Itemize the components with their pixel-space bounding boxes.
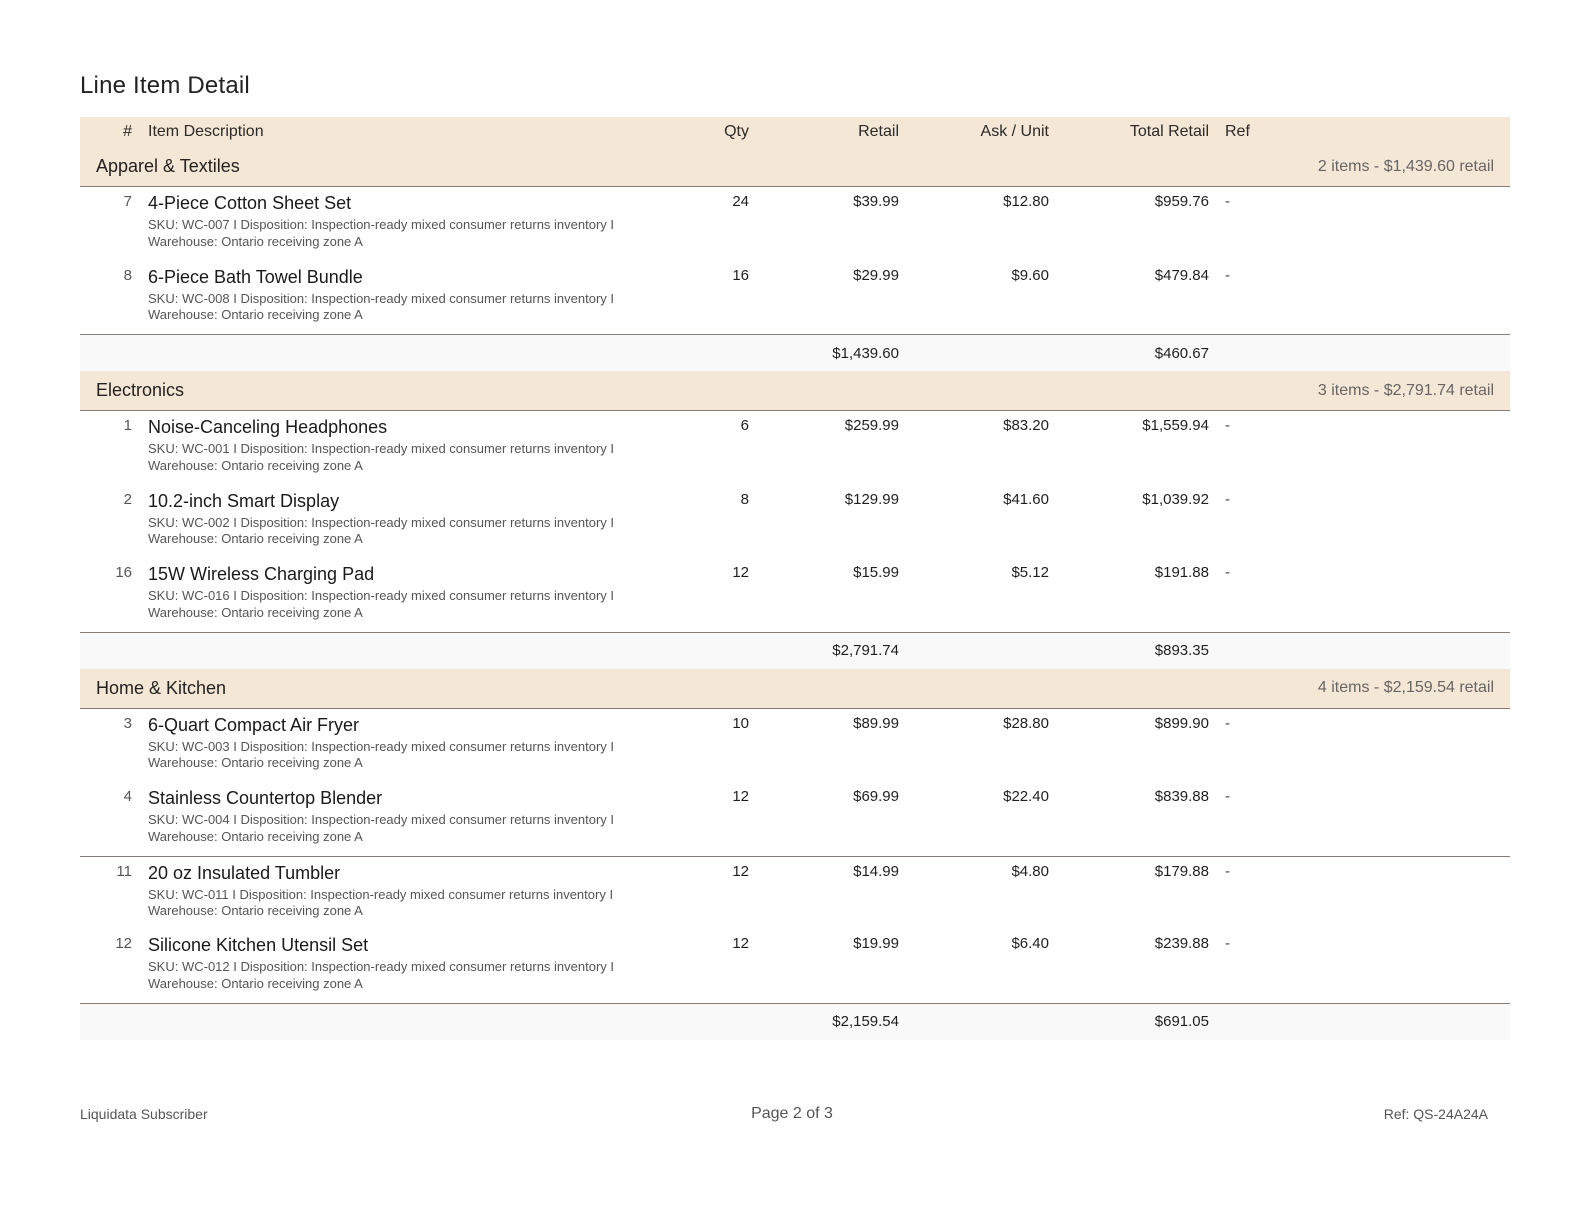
- item-description: [132, 787, 647, 845]
- item-number: 8: [123, 266, 132, 284]
- item-number: 11: [116, 862, 132, 880]
- footer-page-number: Page 2 of 3: [751, 1105, 833, 1122]
- item-ref: -: [1225, 193, 1230, 210]
- item-description: [132, 714, 647, 772]
- column-header-number: #: [123, 123, 132, 140]
- group-header: [80, 371, 1510, 411]
- item-meta: [148, 441, 647, 474]
- item-meta-line: SKU: WC-002 I Disposition: Inspection-ready mixed consumer returns inventory I: [148, 514, 615, 530]
- item-total: $959.76: [1154, 193, 1209, 210]
- column-header-retail: Retail: [858, 123, 899, 140]
- item-ref: -: [1225, 862, 1230, 880]
- group-name: Home & Kitchen: [96, 677, 227, 698]
- item-ref: -: [1225, 564, 1230, 581]
- item-ref: -: [1225, 788, 1230, 805]
- item-meta-line: SKU: WC-011 I Disposition: Inspection-ready mixed consumer returns inventory I: [148, 886, 614, 902]
- item-qty: 12: [732, 862, 749, 880]
- item-name: 20 oz Insulated Tumbler: [148, 862, 341, 883]
- item-retail: $39.99: [853, 193, 899, 210]
- item-ask: $83.20: [1003, 417, 1049, 434]
- item-meta-line: Warehouse: Ontario receiving zone A: [148, 975, 363, 991]
- line-item-table: [80, 117, 1510, 1040]
- subtotal-total: $460.67: [1154, 344, 1209, 362]
- item-ask: $41.60: [1003, 490, 1049, 508]
- item-retail: $259.99: [844, 417, 899, 434]
- item-meta: [148, 887, 647, 920]
- item-meta-line: SKU: WC-003 I Disposition: Inspection-ready mixed consumer returns inventory I: [148, 738, 615, 754]
- item-qty: 16: [732, 266, 749, 284]
- subtotal-total: $893.35: [1154, 642, 1209, 659]
- item-name: Stainless Countertop Blender: [148, 788, 383, 808]
- item-meta-line: Warehouse: Ontario receiving zone A: [148, 233, 363, 249]
- item-meta-line: SKU: WC-001 I Disposition: Inspection-ready mixed consumer returns inventory I: [148, 441, 615, 456]
- item-meta-line: SKU: WC-016 I Disposition: Inspection-ready mixed consumer returns inventory I: [148, 588, 615, 603]
- table-row: [80, 929, 1510, 1003]
- item-total: $479.84: [1154, 266, 1209, 284]
- item-meta-line: Warehouse: Ontario receiving zone A: [148, 531, 363, 546]
- item-qty: 8: [740, 490, 749, 508]
- item-description: [132, 192, 647, 250]
- table-row: [80, 558, 1510, 632]
- item-description: [132, 934, 647, 992]
- item-name: Noise-Canceling Headphones: [148, 417, 388, 437]
- item-ask: $9.60: [1011, 266, 1049, 284]
- item-meta-line: SKU: WC-008 I Disposition: Inspection-ready mixed consumer returns inventory I: [148, 290, 615, 306]
- item-name: 4-Piece Cotton Sheet Set: [148, 193, 352, 213]
- item-total: $899.90: [1154, 714, 1209, 732]
- item-retail: $14.99: [853, 862, 899, 880]
- item-retail: $29.99: [853, 266, 899, 284]
- item-total: $1,039.92: [1142, 490, 1209, 508]
- table-row: [80, 782, 1510, 856]
- item-qty: 10: [732, 714, 749, 732]
- group-summary: 2 items - $1,439.60 retail: [1317, 157, 1494, 175]
- subtotal-retail: $2,159.54: [832, 1013, 899, 1030]
- item-total: $179.88: [1154, 862, 1209, 880]
- subtotal-row: [80, 334, 1510, 371]
- subtotal-row: [80, 1003, 1510, 1040]
- page-title: Line Item Detail: [80, 72, 250, 99]
- item-ask: $4.80: [1011, 862, 1049, 880]
- group-summary: 4 items - $2,159.54 retail: [1317, 679, 1494, 696]
- table-header: [80, 117, 1510, 147]
- item-ref: -: [1225, 714, 1230, 732]
- group-summary: 3 items - $2,791.74 retail: [1317, 381, 1494, 399]
- item-retail: $15.99: [853, 564, 899, 581]
- item-description: [132, 490, 647, 548]
- item-name: 6-Quart Compact Air Fryer: [148, 714, 360, 735]
- item-meta-line: Warehouse: Ontario receiving zone A: [148, 604, 363, 620]
- table-row: [80, 485, 1510, 559]
- item-total: $839.88: [1154, 788, 1209, 805]
- item-meta: [148, 812, 647, 845]
- item-description: [132, 266, 647, 324]
- item-qty: 12: [732, 788, 749, 805]
- subtotal-total: $691.05: [1154, 1013, 1209, 1030]
- table-row: [80, 856, 1510, 930]
- group-header: [80, 147, 1510, 187]
- item-name: 15W Wireless Charging Pad: [148, 564, 375, 584]
- item-number: 4: [123, 788, 132, 805]
- item-meta-line: SKU: WC-012 I Disposition: Inspection-ready mixed consumer returns inventory I: [148, 959, 615, 974]
- item-number: 16: [115, 564, 132, 581]
- item-ask: $22.40: [1003, 788, 1049, 805]
- item-retail: $129.99: [844, 490, 899, 508]
- item-name: Silicone Kitchen Utensil Set: [148, 935, 369, 955]
- item-meta: [148, 515, 647, 548]
- item-ref: -: [1225, 266, 1230, 284]
- column-header-ask: Ask / Unit: [980, 123, 1049, 140]
- group-name: Electronics: [96, 380, 185, 400]
- item-meta: [148, 739, 647, 772]
- item-description: [132, 416, 647, 474]
- table-row: [80, 411, 1510, 485]
- item-number: 1: [123, 417, 132, 434]
- footer-reference: Ref: QS-24A24A: [1383, 1106, 1488, 1122]
- item-qty: 6: [740, 417, 749, 434]
- item-meta-line: Warehouse: Ontario receiving zone A: [148, 457, 363, 473]
- item-retail: $19.99: [853, 935, 899, 952]
- item-meta-line: Warehouse: Ontario receiving zone A: [148, 755, 363, 770]
- item-ask: $6.40: [1011, 935, 1049, 952]
- item-total: $1,559.94: [1142, 417, 1209, 434]
- table-row: [80, 261, 1510, 335]
- item-meta-line: Warehouse: Ontario receiving zone A: [148, 307, 363, 322]
- item-number: 2: [123, 490, 132, 508]
- subtotal-row: [80, 632, 1510, 669]
- subtotal-retail: $2,791.74: [832, 642, 899, 659]
- item-meta: [148, 291, 647, 324]
- item-description: [132, 563, 647, 621]
- item-meta-line: SKU: WC-004 I Disposition: Inspection-ready mixed consumer returns inventory I: [148, 812, 615, 827]
- item-meta: [148, 217, 647, 250]
- footer-subscriber: Liquidata Subscriber: [80, 1106, 208, 1122]
- item-meta-line: SKU: WC-007 I Disposition: Inspection-ready mixed consumer returns inventory I: [148, 217, 615, 232]
- table-row: [80, 187, 1510, 261]
- column-header-total: Total Retail: [1129, 123, 1209, 140]
- item-qty: 24: [732, 193, 749, 210]
- item-qty: 12: [732, 564, 749, 581]
- item-total: $191.88: [1154, 564, 1209, 581]
- item-retail: $89.99: [853, 714, 899, 732]
- item-ask: $28.80: [1003, 714, 1049, 732]
- item-description: [132, 862, 647, 920]
- item-ref: -: [1225, 490, 1230, 508]
- item-ask: $12.80: [1003, 193, 1049, 210]
- group-header: [80, 669, 1510, 709]
- item-meta: [148, 959, 647, 992]
- item-meta-line: Warehouse: Ontario receiving zone A: [148, 828, 363, 844]
- column-header-description: Item Description: [148, 123, 264, 140]
- item-number: 3: [123, 714, 132, 732]
- table-row: [80, 709, 1510, 783]
- item-retail: $69.99: [853, 788, 899, 805]
- item-total: $239.88: [1154, 935, 1209, 952]
- item-number: 7: [123, 193, 132, 210]
- item-ref: -: [1225, 417, 1230, 434]
- item-name: 10.2-inch Smart Display: [148, 490, 340, 511]
- item-qty: 12: [732, 935, 749, 952]
- item-meta-line: Warehouse: Ontario receiving zone A: [148, 903, 363, 918]
- item-ref: -: [1225, 935, 1230, 952]
- column-header-ref: Ref: [1225, 123, 1250, 140]
- subtotal-retail: $1,439.60: [832, 344, 899, 362]
- item-name: 6-Piece Bath Towel Bundle: [148, 266, 363, 287]
- item-ask: $5.12: [1011, 564, 1049, 581]
- item-meta: [148, 588, 647, 621]
- item-number: 12: [115, 935, 132, 952]
- group-name: Apparel & Textiles: [96, 156, 240, 176]
- column-header-qty: Qty: [724, 123, 749, 140]
